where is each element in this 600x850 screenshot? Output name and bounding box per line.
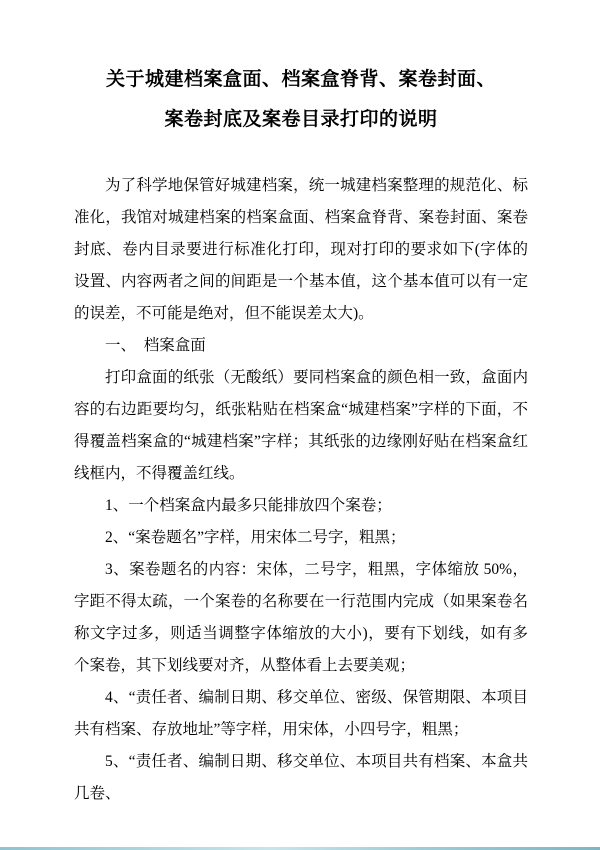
list-item-1: 1、一个档案盒内最多只能排放四个案卷； [105,497,392,514]
list-item-2: 2、“案卷题名”字样，用宋体二号字，粗黑； [105,529,406,546]
list-item-3: 3、案卷题名的内容：宋体，二号字，粗黑，字体缩放 50%，字距不得太疏，一个案卷的名称要在一行范围内完成（如果案卷名称文字过多，则适当调整字体缩放的大小)，要有下划线，如有多个案卷，其下划线要对齐，从整体看上去要美观； [74,561,528,674]
list-item-4: 4、“责任者、编制日期、移交单位、密级、保管期限、本项目共有档案、存放地址”等字样，用宋体，小四号字，粗黑； [74,689,528,738]
document-title [74,60,528,140]
paragraph-intro: 为了科学地保管好城建档案，统一城建档案整理的规范化、标准化，我馆对城建档案的档案盒面、档案盒脊背、案卷封面、案卷封底、卷内目录要进行标准化打印，现对打印的要求如下(字体的设置、内容两者之间的间距是一个基本值，这个基本值可以有一定的误差，不可能是绝对，但不能误差太大)。 [74,177,528,322]
section-heading-1: 一、 档案盒面 [105,337,206,354]
list-item-5: 5、“责任者、编制日期、移交单位、本项目共有档案、本盒共几卷、 [74,753,528,802]
document-title-line-1: 关于城建档案盒面、档案盒脊背、案卷封面、 [105,69,496,90]
document-body [74,170,528,810]
document-title-line-2: 案卷封底及案卷目录打印的说明 [164,109,438,130]
paragraph-section1-intro: 打印盒面的纸张（无酸纸）要同档案盒的颜色相一致，盒面内容的右边距要均匀，纸张粘贴在档案盒“城建档案”字样的下面，不得覆盖档案盒的“城建档案”字样；其纸张的边缘刚好贴在档案盒红线框内，不得覆盖红线。 [74,369,528,482]
